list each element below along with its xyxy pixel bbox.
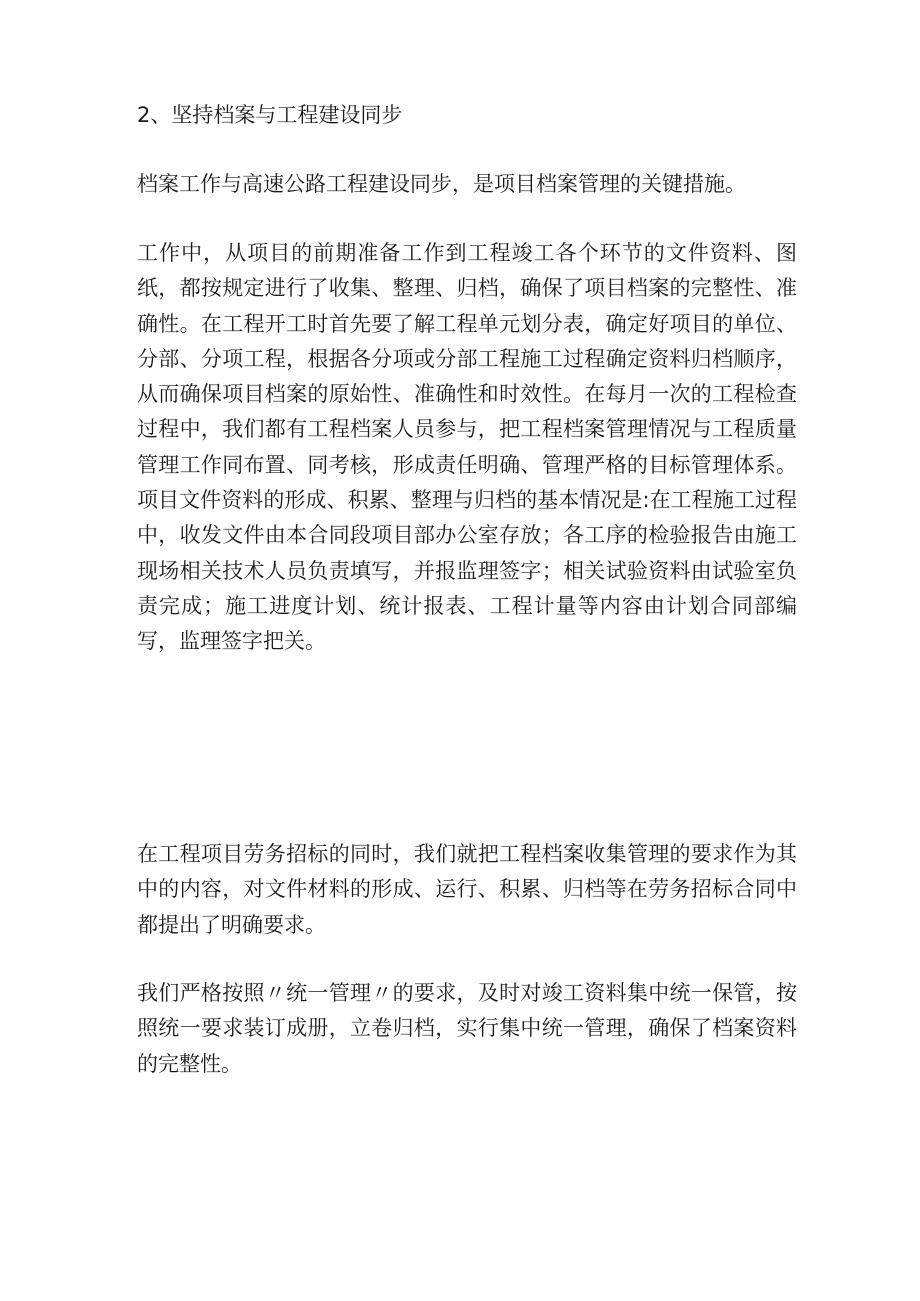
- paragraph-1: 档案工作与高速公路工程建设同步，是项目档案管理的关键措施。: [137, 172, 746, 196]
- paragraph-4: 我们严格按照〃统一管理〃的要求，及时对竣工资料集中统一保管，按照统一要求装订成册，立卷归档，实行集中统一管理，确保了档案资料的完整性。: [137, 981, 797, 1076]
- paragraph-2: 工作中，从项目的前期准备工作到工程竣工各个环节的文件资料、图纸，都按规定进行了收集、整理、归档，确保了项目档案的完整性、准确性。在工程开工时首先要了解工程单元划分表，确定好项目的单位、分部、分项工程，根据各分项或分部工程施工过程确定资料归档顺序，从而确保项目档案的原始性、准确性和时效性。在每月一次的工程检查过程中，我们都有工程档案人员参与，把工程档案管理情况与工程质量管理工作同布置、同考核，形成责任明确、管理严格的目标管理体系。项目文件资料的形成、积累、整理与归档的基本情况是:在工程施工过程中，收发文件由本合同段项目部办公室存放；各工序的检验报告由施工现场相关技术人员负责填写，并报监理签字；相关试验资料由试验室负责完成；施工进度计划、统计报表、工程计量等内容由计划合同部编写，监理签字把关。: [137, 241, 797, 654]
- paragraph-3: 在工程项目劳务招标的同时，我们就把工程档案收集管理的要求作为其中的内容，对文件材料的形成、运行、积累、归档等在劳务招标合同中都提出了明确要求。: [137, 842, 797, 937]
- section-heading: 2、坚持档案与工程建设同步: [137, 103, 403, 127]
